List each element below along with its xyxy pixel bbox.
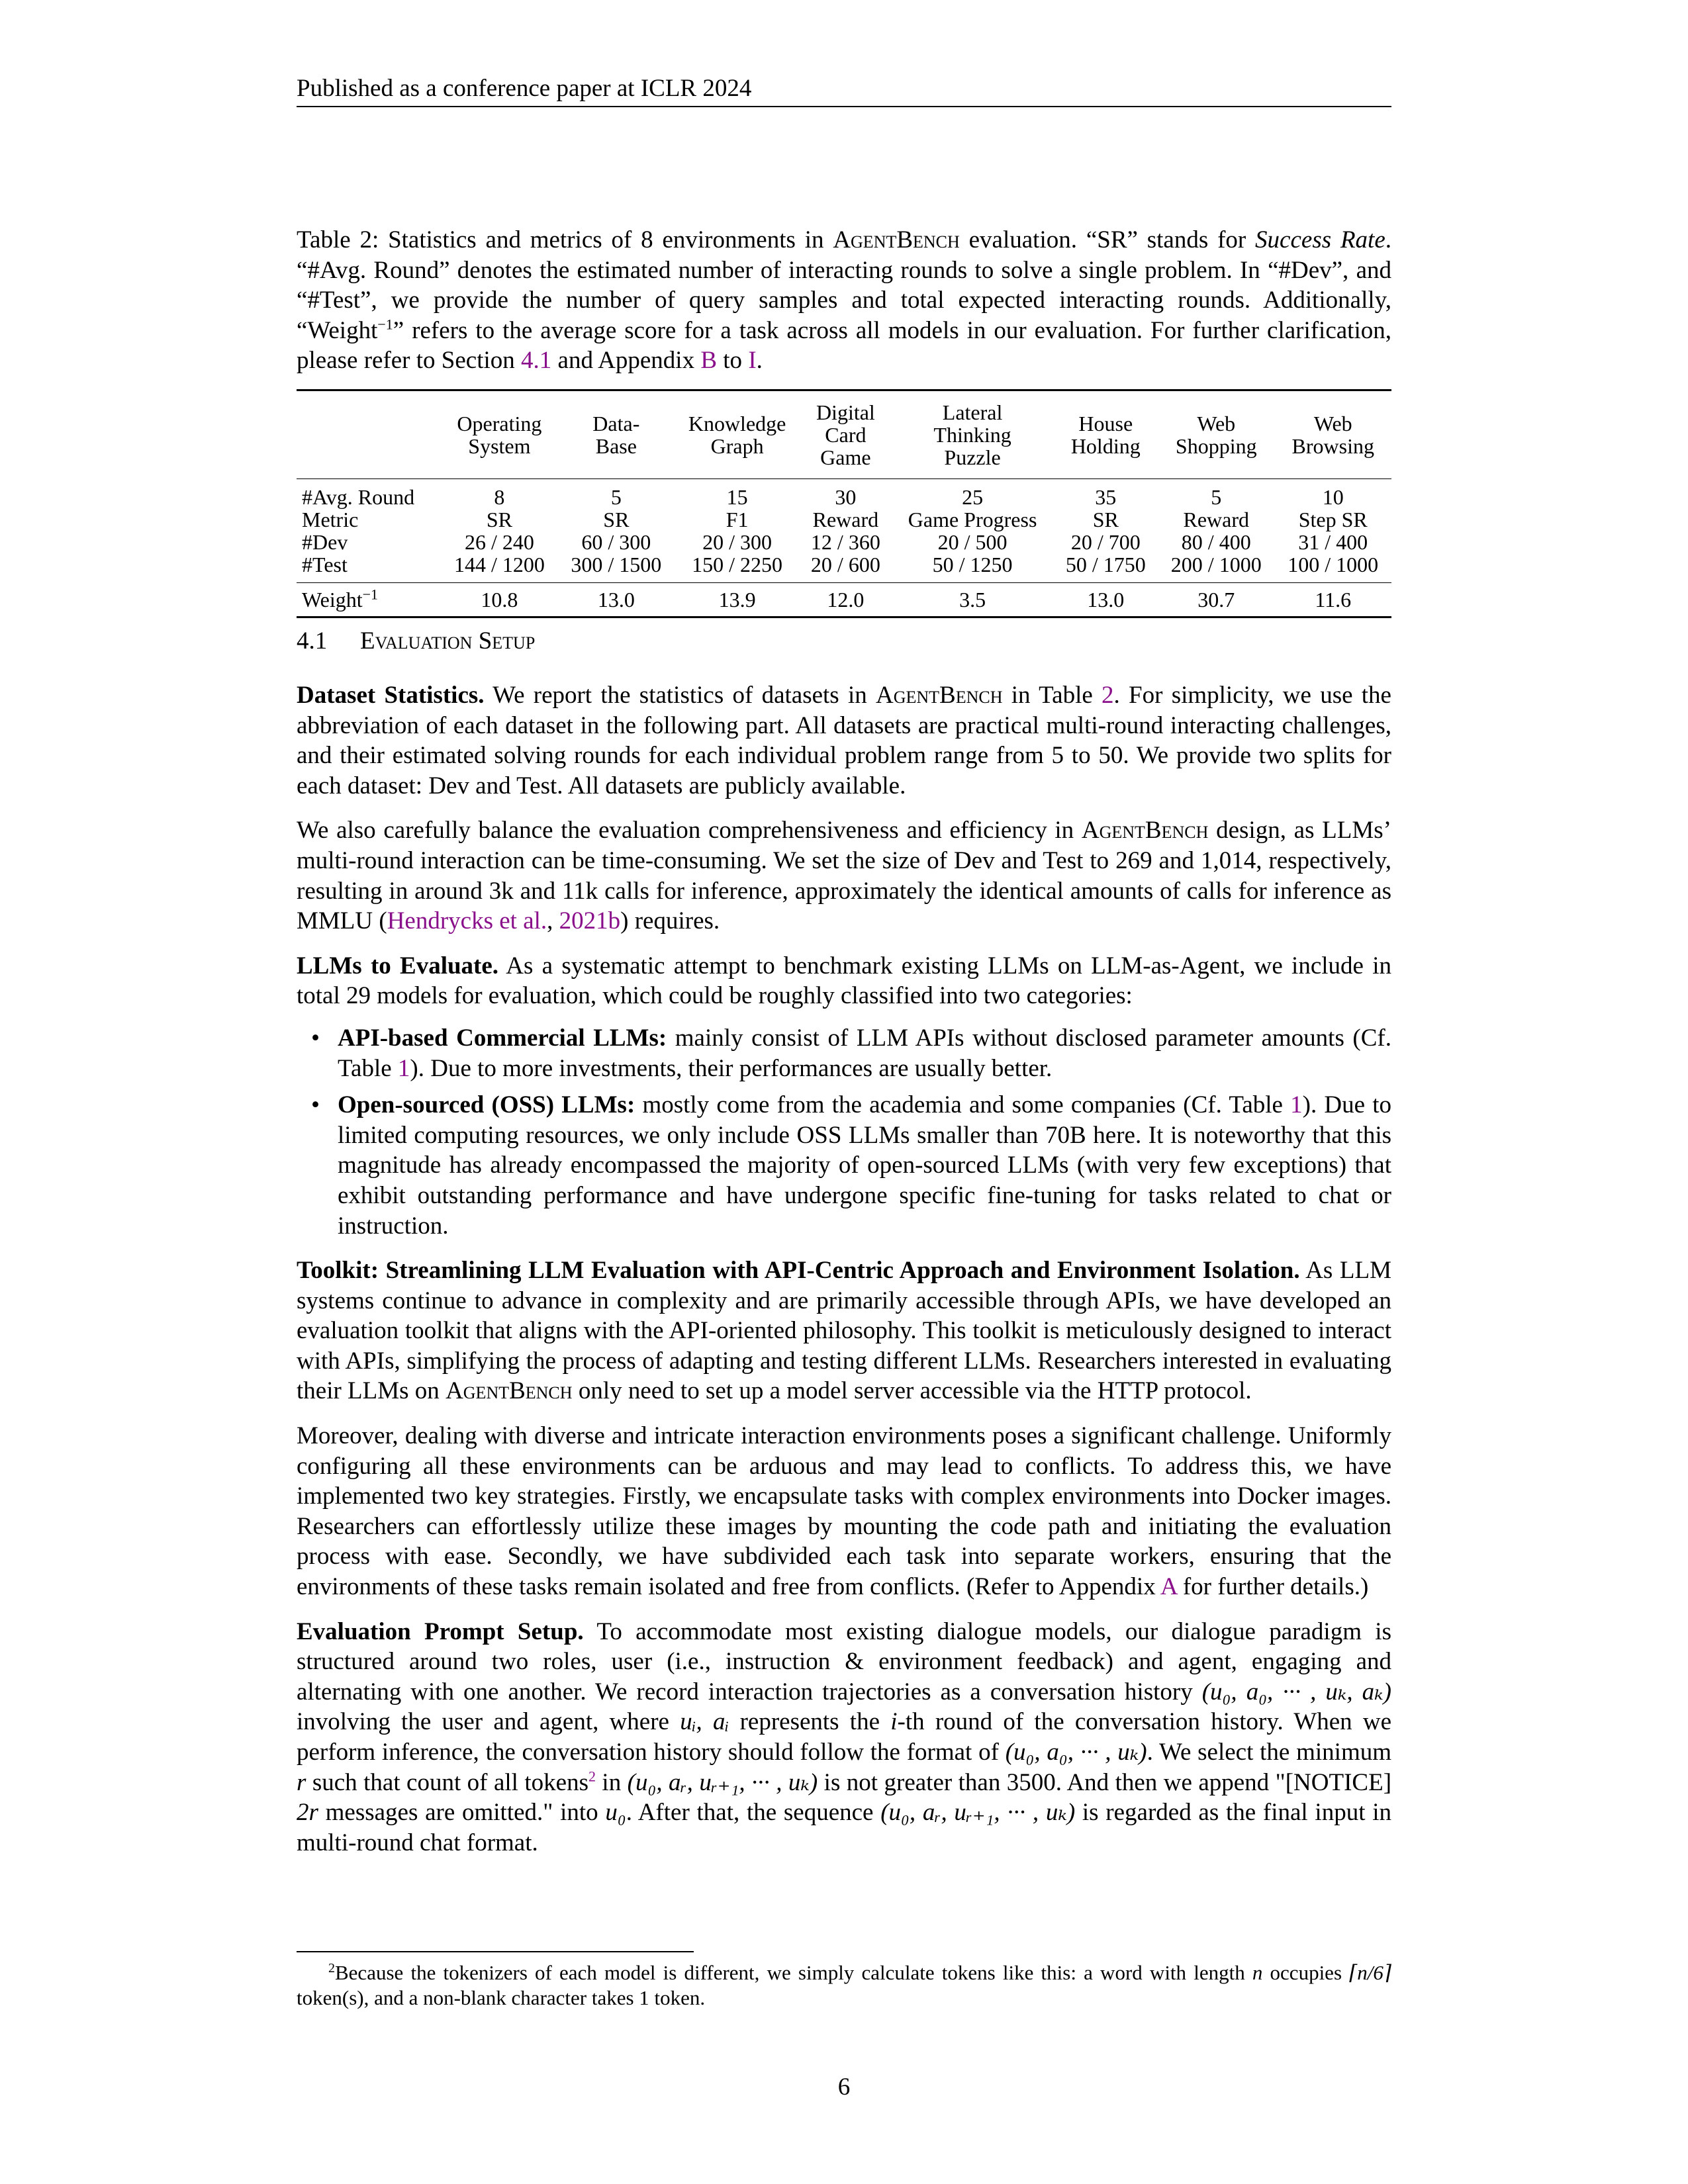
stats-table — [297, 389, 1391, 618]
model-category-list — [297, 1023, 1391, 1241]
paragraph-dataset-statistics: Dataset Statistics. We report the statistics of datasets in AgentBench in Table 2. For simplicity, we use the abbreviation of each dataset in the following part. All datasets are practical multi-round interacting challenges, and their estimated solving rounds for each individual problem range from 5 to 50. We provide two splits for each dataset: Dev and Test. All datasets are publicly available. — [297, 682, 1391, 799]
table-cell: Reward — [1183, 508, 1249, 531]
table-cell: F1 — [726, 508, 749, 531]
table-cell: SR — [486, 508, 512, 531]
table-cell: 10.8 — [481, 588, 518, 612]
table-cell: Reward — [812, 508, 879, 531]
table-cell: Step SR — [1298, 508, 1368, 531]
table-row-weight — [297, 583, 1391, 617]
footnote-rule — [297, 1951, 694, 1952]
table-cell: 12.0 — [827, 588, 865, 612]
table-row — [297, 479, 1391, 509]
appendix-b-link[interactable]: B — [700, 347, 718, 375]
table-cell: 20 / 700 — [1070, 530, 1141, 554]
table-weight-body — [297, 583, 1391, 617]
table-cell: 100 / 1000 — [1288, 553, 1379, 576]
table-cell: 20 / 500 — [937, 530, 1008, 554]
column-header: Operating System — [457, 412, 542, 458]
running-header: Published as a conference paper at ICLR 2024 — [297, 71, 1391, 107]
section-link[interactable]: 4.1 — [521, 347, 552, 375]
table-cell: 5 — [1211, 485, 1222, 509]
table-cell: 30.7 — [1197, 588, 1235, 612]
page-number: 6 — [837, 2073, 851, 2101]
column-header: Lateral Thinking Puzzle — [933, 400, 1011, 469]
table-cell: 35 — [1095, 485, 1117, 509]
table-row — [297, 553, 1391, 583]
section-heading: 4.1 Evaluation Setup — [297, 627, 536, 655]
body-paragraphs — [297, 680, 1391, 1858]
table-cell: 13.0 — [597, 588, 635, 612]
list-item: • Open-sourced (OSS) LLMs: mostly come from the academia and some companies (Cf. Table 1). Due to limited computing resources, we only include OSS LLMs smaller than 70B here. It is noteworthy that this magnitude has already encompassed the majority of open-sourced LLMs (with very few exceptions) that exhibit outstanding performance and have undergone specific fine-tuning for tasks related to chat or instruction. — [311, 1091, 1392, 1240]
table-cell: 80 / 400 — [1181, 530, 1251, 554]
paragraph-llms-to-evaluate: LLMs to Evaluate. As a systematic attempt to benchmark existing LLMs on LLM-as-Agent, we include in total 29 models for evaluation, which could be roughly classified into two categories: — [297, 952, 1391, 1010]
table-cell: SR — [1092, 508, 1119, 531]
table-cell: 15 — [726, 485, 748, 509]
citation-link[interactable]: Hendrycks et al. — [387, 907, 547, 935]
table-cell: 144 / 1200 — [453, 553, 545, 576]
column-header: Digital Card Game — [816, 400, 875, 469]
table-cell: 31 / 400 — [1298, 530, 1368, 554]
table-cell: 30 — [835, 485, 857, 509]
agentbench-name: AgentBench — [833, 226, 960, 253]
list-item: • API-based Commercial LLMs: mainly consist of LLM APIs without disclosed parameter amounts (Cf. Table 1). Due to more investments, their performances are usually better. — [311, 1024, 1392, 1082]
table-body — [297, 479, 1391, 583]
column-header: Knowledge Graph — [688, 412, 786, 458]
row-label: Weight$^{-1}$ — [302, 586, 379, 612]
table-caption: Table 2: Statistics and metrics of 8 environments in AgentBench evaluation. “SR” stands for Success Rate. “#Avg. Round” denotes the estimated number of interacting rounds to solve a single problem. In “#Dev”, and “#Test”, we provide the number of query samples and total expected interacting rounds. Additionally, “Weight$^{-1}$” refers to the average score for a task across all models in our evaluation. For further clarification, please refer to Section 4.1 and Appendix B to I. — [297, 226, 1391, 375]
table-cell: 8 — [494, 485, 505, 509]
paragraph-prompt-setup: Evaluation Prompt Setup. To accommodate most existing dialogue models, our dialogue paradigm is structured around two roles, user (i.e., instruction & environment feedback) and agent, engaging and alternating with one another. We record interaction trajectories as a conversation history (u₀, a₀, ··· , uₖ, aₖ) involving the user and agent, where uᵢ, aᵢ represents the i-th round of the conversation history. When we perform inference, the conversation history should follow the format of (u₀, a₀, ··· , uₖ). We select the minimum r such that count of all tokens$^2$ in (u₀, aᵣ, uᵣ₊₁, ··· , uₖ) is not greater than 3500. And then we append "[NOTICE] 2r messages are omitted." into u₀. After that, the sequence (u₀, aᵣ, uᵣ₊₁, ··· , uₖ) is regarded as the final input in multi-round chat format. — [297, 1617, 1392, 1856]
stats-table-wrap — [297, 389, 1391, 618]
paragraph-environments: Moreover, dealing with diverse and intricate interaction environments poses a significant challenge. Uniformly configuring all these environments can be arduous and may lead to conflicts. To address this, we have implemented two key strategies. Firstly, we encapsulate tasks with complex environments into Docker images. Researchers can effortlessly utilize these images by mounting the code path and initiating the evaluation process with ease. Secondly, we have subdivided each task into separate workers, ensuring that the environments of these tasks remain isolated and free from conflicts. (Refer to Appendix A for further details.) — [297, 1422, 1391, 1601]
table-cell: 60 / 300 — [581, 530, 651, 554]
table-1-link[interactable]: 1 — [1290, 1091, 1303, 1119]
paragraph-toolkit: Toolkit: Streamlining LLM Evaluation with API-Centric Approach and Environment Isolation. As LLM systems continue to advance in complexity and are primarily accessible through APIs, we have developed an evaluation toolkit that aligns with the API-oriented philosophy. This toolkit is meticulously designed to interact with APIs, simplifying the process of adapting and testing different LLMs. Researchers interested in evaluating their LLMs on AgentBench only need to set up a model server accessible via the HTTP protocol. — [297, 1257, 1391, 1405]
appendix-a-link[interactable]: A — [1160, 1573, 1177, 1601]
column-header: Web Browsing — [1291, 412, 1374, 458]
table-cell: 10 — [1322, 485, 1344, 509]
table-row — [297, 508, 1391, 531]
table-2-link[interactable]: 2 — [1102, 682, 1114, 709]
bullet-icon: • — [311, 1091, 320, 1119]
row-label: #Test — [302, 553, 348, 576]
column-header: Web Shopping — [1175, 412, 1257, 458]
column-header: Data- Base — [592, 412, 640, 458]
table-cell: 11.6 — [1315, 588, 1352, 612]
table-cell: 26 / 240 — [464, 530, 534, 554]
footnote-link[interactable]: 2 — [588, 1768, 596, 1785]
table-cell: 300 / 1500 — [571, 553, 662, 576]
citation-year-link[interactable]: 2021b — [559, 907, 621, 935]
table-cell: Game Progress — [908, 508, 1037, 531]
table-cell: 150 / 2250 — [692, 553, 783, 576]
table-cell: 13.0 — [1087, 588, 1125, 612]
paragraph-balance: We also carefully balance the evaluation comprehensiveness and efficiency in AgentBench design, as LLMs’ multi-round interaction can be time-consuming. We set the size of Dev and Test to 269 and 1,014, respectively, resulting in around 3k and 11k calls for inference, approximately the identical amounts of calls for inference as MMLU (Hendrycks et al., 2021b) requires. — [297, 817, 1391, 935]
table-cell: SR — [603, 508, 630, 531]
table-header-row — [297, 390, 1391, 479]
table-cell: 3.5 — [959, 588, 986, 612]
table-cell: 25 — [962, 485, 984, 509]
table-cell: 50 / 1750 — [1065, 553, 1146, 576]
table-cell: 5 — [610, 485, 622, 509]
table-1-link[interactable]: 1 — [397, 1054, 410, 1082]
table-row — [297, 531, 1391, 553]
table-cell: 13.9 — [718, 588, 756, 612]
table-cell: 20 / 300 — [702, 530, 773, 554]
table-cell: 20 / 600 — [810, 553, 880, 576]
table-cell: 200 / 1000 — [1170, 553, 1262, 576]
footnote: $^2$Because the tokenizers of each model is different, we simply calculate tokens like this: a word with length n occupies ⌈n/6⌉ token(s), and a non-blank character takes 1 token. — [297, 1960, 1391, 2009]
table-cell: 50 / 1250 — [932, 553, 1013, 576]
column-header: House Holding — [1070, 412, 1141, 458]
row-label: #Dev — [302, 530, 348, 554]
row-label: #Avg. Round — [302, 485, 415, 509]
appendix-i-link[interactable]: I — [748, 347, 757, 375]
table-corner-cell — [297, 390, 441, 479]
bullet-icon: • — [311, 1024, 320, 1052]
row-label: Metric — [302, 508, 359, 531]
table-cell: 12 / 360 — [810, 530, 880, 554]
